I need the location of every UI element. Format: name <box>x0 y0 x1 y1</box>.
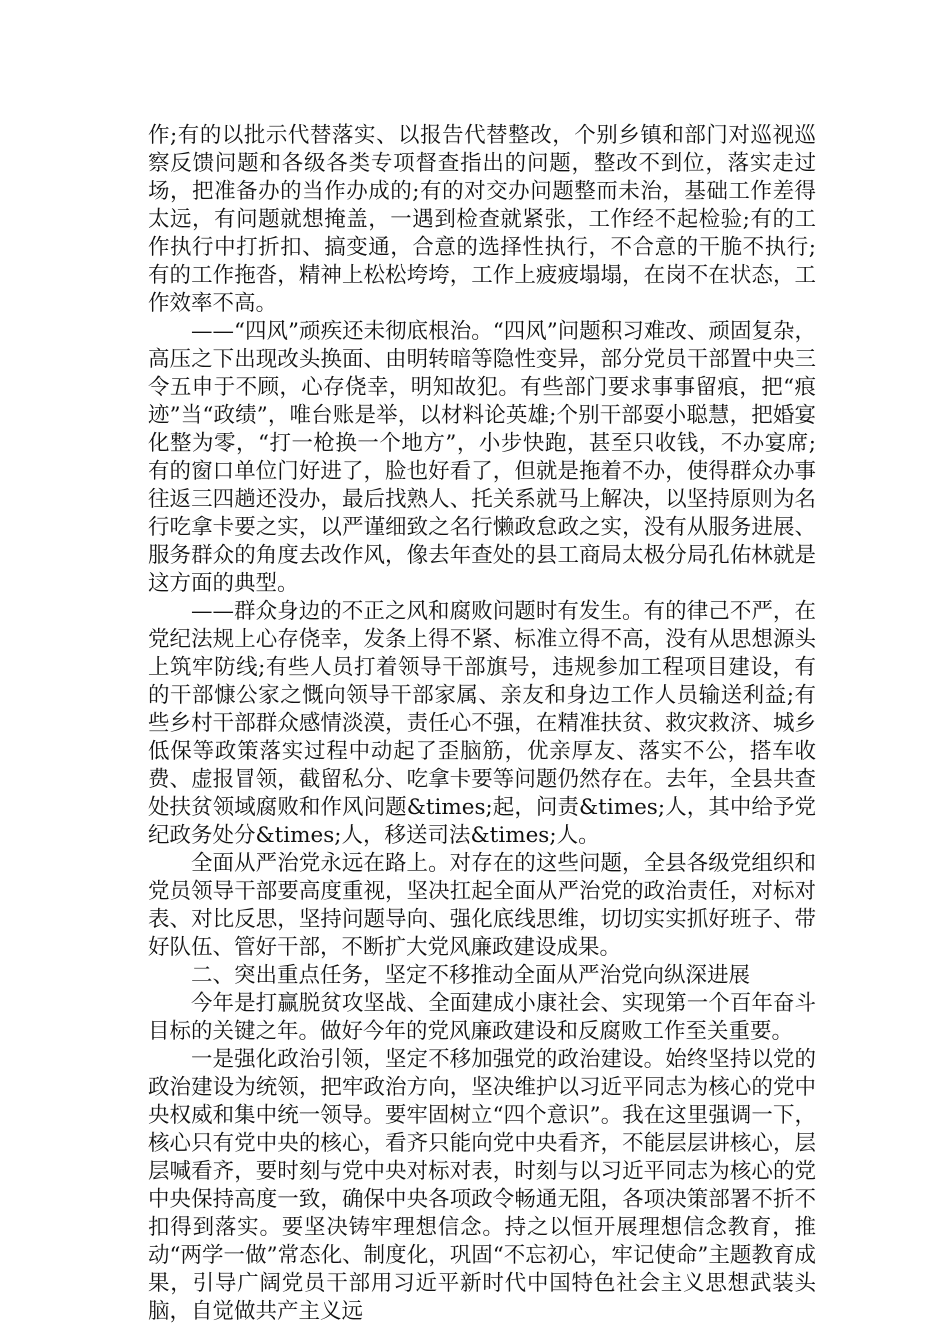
document-body <box>148 122 816 1326</box>
paragraph-continuation: 作;有的以批示代替落实、以报告代替整改，个别乡镇和部门对巡视巡察反馈问题和各级各类专项督查指出的问题，整改不到位，落实走过场，把准备办的当作办成的;有的对交办问题整而未治，基础工作差得太远，有问题就想掩盖，一遇到检查就紧张，工作经不起检验;有的工作执行中打折扣、搞变通，合意的选择性执行，不合意的干脆不执行;有的工作拖沓，精神上松松垮垮，工作上疲疲塌塌，在岗不在状态，工作效率不高。 <box>148 123 816 316</box>
section-heading: 二、突出重点任务，坚定不移推动全面从严治党向纵深进展 <box>191 963 751 988</box>
paragraph-key-year: 今年是打赢脱贫攻坚战、全面建成小康社会、实现第一个百年奋斗目标的关键之年。做好今年的党风廉政建设和反腐败工作至关重要。 <box>148 991 816 1044</box>
paragraph-four-winds: ——“四风”顽疾还未彻底根治。“四风”问题积习难改、顽固复杂，高压之下出现改头换面、由明转暗等隐性变异，部分党员干部置中央三令五申于不顾，心存侥幸，明知故犯。有些部门要求事事留痕，把“痕迹”当“政绩”，唯台账是举，以材料论英雄;个别干部耍小聪慧，把婚宴化整为零，“打一枪换一个地方”，小步快跑，甚至只收钱，不办宴席;有的窗口单位门好进了，脸也好看了，但就是拖着不办，使得群众办事往返三四趟还没办，最后找熟人、托关系就马上解决，以坚持原则为名行吃拿卡要之实，以严谨细致之名行懒政怠政之实，没有从服务进展、服务群众的角度去改作风，像去年查处的县工商局太极分局孔佑林就是这方面的典型。 <box>148 319 816 596</box>
paragraph-strict-governance: 全面从严治党永远在路上。对存在的这些问题，全县各级党组织和党员领导干部要高度重视，坚决扛起全面从严治党的政治责任，对标对表、对比反思，坚持问题导向、强化底线思维，切切实实抓好班子、带好队伍、管好干部，不断扩大党风廉政建设成果。 <box>148 851 816 960</box>
paragraph-political-guidance: 一是强化政治引领，坚定不移加强党的政治建设。始终坚持以党的政治建设为统领，把牢政治方向，坚决维护以习近平同志为核心的党中央权威和集中统一领导。要牢固树立“四个意识”。我在这里强调一下，核心只有党中央的核心，看齐只能向党中央看齐，不能层层讲核心，层层喊看齐，要时刻与党中央对标对表，时刻与以习近平同志为核心的党中央保持高度一致，确保中央各项政令畅通无阻，各项决策部署不折不扣得到落实。要坚决铸牢理想信念。持之以恒开展理想信念教育，推动“两学一做”常态化、制度化，巩固“不忘初心，牢记使命”主题教育成果，引导广阔党员干部用习近平新时代中国特色社会主义思想武装头脑，自觉做共产主义远 <box>148 1047 816 1324</box>
paragraph-misconduct: ——群众身边的不正之风和腐败问题时有发生。有的律己不严，在党纪法规上心存侥幸，发条上得不紧、标准立得不高，没有从思想源头上筑牢防线;有些人员打着领导干部旗号，违规参加工程项目建设，有的干部慷公家之慨向领导干部家属、亲友和身边工作人员输送利益;有些乡村干部群众感情淡漠，责任心不强，在精准扶贫、救灾救济、城乡低保等政策落实过程中动起了歪脑筋，优亲厚友、落实不公，搭车收费、虚报冒领，截留私分、吃拿卡要等问题仍然存在。去年，全县共查处扶贫领域腐败和作风问题&times;起，问责&times;人，其中给予党纪政务处分&times;人，移送司法&times;人。 <box>148 599 816 848</box>
